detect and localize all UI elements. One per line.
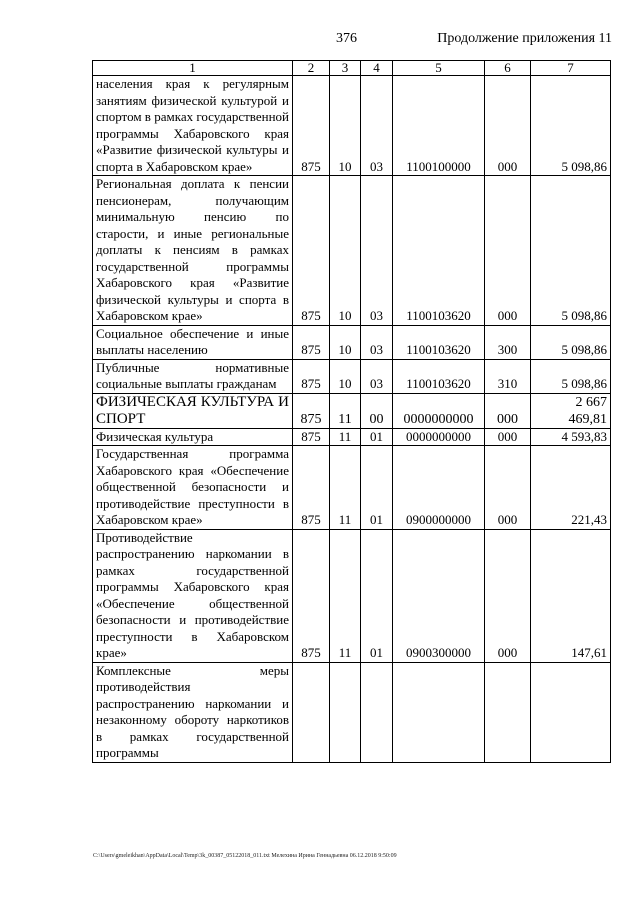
row-target-article: 0000000000 xyxy=(393,393,485,428)
row-target-article xyxy=(393,662,485,762)
row-name: Государственная программа Хабаровского края «Обеспечение общественной безопасности и противодействие преступности в Хабаровском крае» xyxy=(93,446,293,530)
row-name: Публичные нормативные социальные выплаты гражданам xyxy=(93,359,293,393)
row-name: ФИЗИЧЕСКАЯ КУЛЬТУРА И СПОРТ xyxy=(93,393,293,428)
row-expense-type: 310 xyxy=(485,359,531,393)
row-subsection: 03 xyxy=(361,325,393,359)
row-expense-type: 000 xyxy=(485,428,531,446)
row-target-article: 0900000000 xyxy=(393,446,485,530)
table-row xyxy=(93,76,611,176)
row-amount: 2 667 469,81 xyxy=(531,393,611,428)
row-subsection: 03 xyxy=(361,176,393,326)
budget-table xyxy=(92,60,611,763)
row-subsection xyxy=(361,662,393,762)
row-admin-code: 875 xyxy=(293,176,330,326)
column-header-2: 2 xyxy=(293,61,330,76)
table-row xyxy=(93,446,611,530)
row-section: 10 xyxy=(330,359,361,393)
row-name: Физическая культура xyxy=(93,428,293,446)
row-subsection: 03 xyxy=(361,359,393,393)
column-header-3: 3 xyxy=(330,61,361,76)
row-subsection: 01 xyxy=(361,529,393,662)
table-row-continued xyxy=(93,662,611,762)
row-name: населения края к регулярным занятиям физической культурой и спортом в рамках государственной программы Хабаровского края «Развитие физической культуры и спорта в Хабаровском крае» xyxy=(93,76,293,176)
row-section: 10 xyxy=(330,325,361,359)
row-admin-code: 875 xyxy=(293,393,330,428)
row-admin-code: 875 xyxy=(293,359,330,393)
row-admin-code: 875 xyxy=(293,428,330,446)
column-header-7: 7 xyxy=(531,61,611,76)
row-admin-code: 875 xyxy=(293,446,330,530)
row-admin-code xyxy=(293,662,330,762)
row-name: Противодействие распространению наркомании в рамках государственной программы Хабаровского края «Обеспечение общественной безопасности и противодействие преступности в Хабаровском крае» xyxy=(93,529,293,662)
table-header-row xyxy=(93,61,611,76)
row-admin-code: 875 xyxy=(293,325,330,359)
row-name: Социальное обеспечение и иные выплаты населению xyxy=(93,325,293,359)
row-section xyxy=(330,662,361,762)
table-row xyxy=(93,359,611,393)
row-amount: 5 098,86 xyxy=(531,359,611,393)
row-section: 10 xyxy=(330,76,361,176)
row-admin-code: 875 xyxy=(293,529,330,662)
row-target-article: 1100100000 xyxy=(393,76,485,176)
row-admin-code: 875 xyxy=(293,76,330,176)
row-expense-type: 000 xyxy=(485,176,531,326)
row-target-article: 0900300000 xyxy=(393,529,485,662)
row-subsection: 01 xyxy=(361,446,393,530)
row-section: 11 xyxy=(330,446,361,530)
row-expense-type: 000 xyxy=(485,393,531,428)
footer-file-path: C:\Users\gmeleikhan\AppData\Local\Temp\3k_00387_05122018_011.txt Мелехина Ирина Геннадьевна 06.12.2018 9:50:09 xyxy=(93,853,397,859)
row-expense-type: 000 xyxy=(485,76,531,176)
row-section: 11 xyxy=(330,428,361,446)
row-amount: 5 098,86 xyxy=(531,76,611,176)
row-subsection: 03 xyxy=(361,76,393,176)
table-row xyxy=(93,428,611,446)
table-row xyxy=(93,529,611,662)
page-number: 376 xyxy=(336,31,357,46)
row-section: 11 xyxy=(330,393,361,428)
row-amount: 5 098,86 xyxy=(531,325,611,359)
row-name: Комплексные меры противодействия распространению наркомании и незаконному обороту наркотиков в рамках государственной программы xyxy=(93,662,293,762)
row-section: 10 xyxy=(330,176,361,326)
row-target-article: 1100103620 xyxy=(393,176,485,326)
appendix-label: Продолжение приложения 11 xyxy=(437,31,612,46)
row-expense-type xyxy=(485,662,531,762)
row-subsection: 00 xyxy=(361,393,393,428)
column-header-6: 6 xyxy=(485,61,531,76)
row-expense-type: 000 xyxy=(485,529,531,662)
column-header-4: 4 xyxy=(361,61,393,76)
row-section: 11 xyxy=(330,529,361,662)
table-row xyxy=(93,325,611,359)
row-subsection: 01 xyxy=(361,428,393,446)
row-amount: 4 593,83 xyxy=(531,428,611,446)
row-amount: 221,43 xyxy=(531,446,611,530)
column-header-1: 1 xyxy=(93,61,293,76)
row-name: Региональная доплата к пенсии пенсионерам, получающим минимальную пенсию по старости, и иные региональные доплаты к пенсиям в рамках государственной программы Хабаровского края «Развитие физической культуры и спорта в Хабаровском крае» xyxy=(93,176,293,326)
row-target-article: 1100103620 xyxy=(393,325,485,359)
row-amount: 147,61 xyxy=(531,529,611,662)
row-amount: 5 098,86 xyxy=(531,176,611,326)
column-header-5: 5 xyxy=(393,61,485,76)
row-expense-type: 300 xyxy=(485,325,531,359)
table-row xyxy=(93,176,611,326)
row-target-article: 1100103620 xyxy=(393,359,485,393)
row-expense-type: 000 xyxy=(485,446,531,530)
row-target-article: 0000000000 xyxy=(393,428,485,446)
row-amount xyxy=(531,662,611,762)
table-row-section xyxy=(93,393,611,428)
